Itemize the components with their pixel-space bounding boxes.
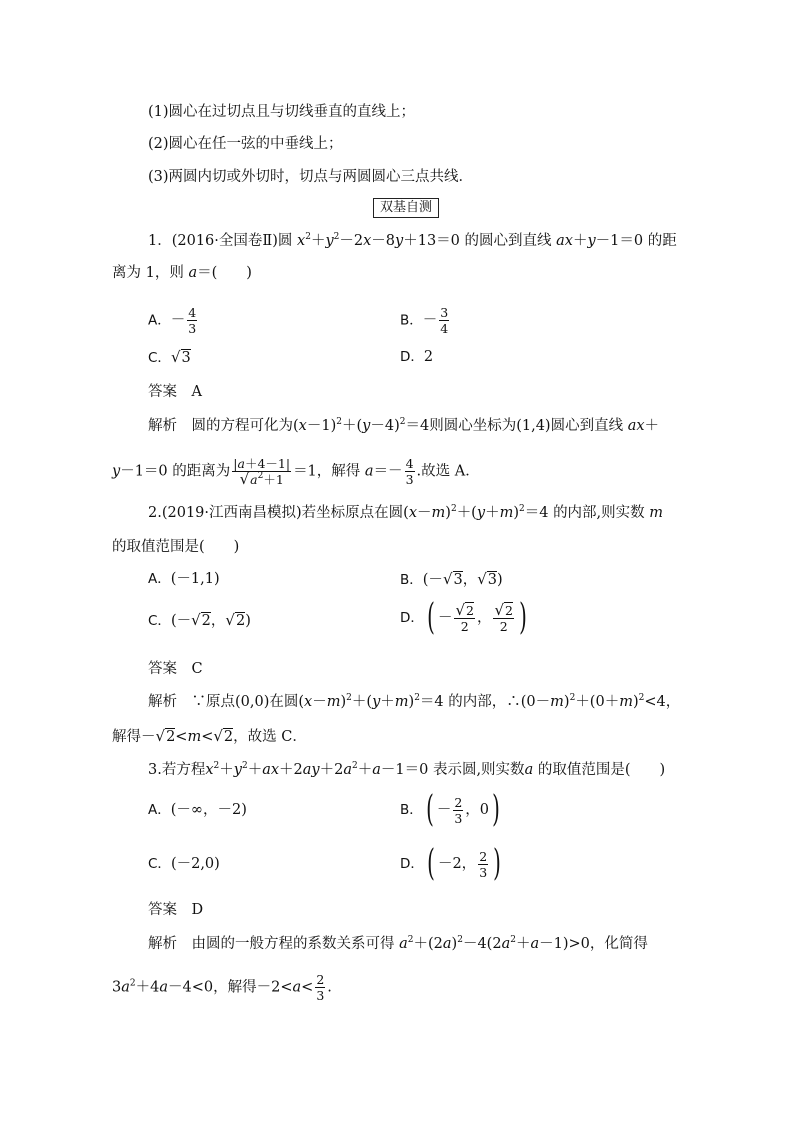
q1-analysis: 解析 圆的方程可化为$(x-1)^2+(y-4)^2=4$则圆心坐标为(1,4)圆心到直线 ax＋ — [148, 417, 660, 434]
q1-analysis-line2: y－1＝0 的距离为 $\frac{|a+4-1|}{√a^2+1}$ ＝1，解得 a＝－ $\frac{4}{3}$ .故选 A． — [112, 456, 480, 488]
q3-option-b: B．( － $\frac{2}{3}$ ，0) — [400, 789, 500, 830]
note-1: (1)圆心在过切点且与切线垂直的直线上； — [148, 104, 416, 120]
q2-answer: 答案 C — [148, 661, 203, 677]
q3-stem: 3.若方程$x^2+y^2+ax+2ay+2a^2+a-1=0$ 表示圆,则实数a 的取值范围是( ) — [148, 761, 666, 778]
note-3: (3)两圆内切或外切时，切点与两圆圆心三点共线． — [148, 169, 474, 185]
q2-option-c: C．(－√2，√2) — [148, 611, 251, 629]
q3-option-c: C．(－2,0) — [148, 856, 220, 872]
q2-analysis-line2: 解得－√2<m<√2，故选 C． — [112, 727, 307, 745]
q2-stem: 2.(2019·江西南昌模拟)若坐标原点在圆$(x-m)^2+(y+m)^2=4$ 的内部,则实数 m — [148, 504, 664, 521]
q2-analysis: 解析 ∵原点(0,0)在圆$(x-m)^2+(y+m)^2=4$ 的内部，$\therefore(0-m)^2+(0+m)^2<4$， — [148, 693, 681, 710]
q3-option-a: A．(－∞，－2) — [148, 802, 247, 818]
section-label: 双基自测 — [373, 198, 439, 218]
q3-answer: 答案 D — [148, 902, 204, 918]
q1-option-a: A．－ $\frac{4}{3}$ — [148, 305, 197, 336]
q2-option-b: B．(－√3，√3) — [400, 570, 503, 588]
q3-analysis: 解析 由圆的一般方程的系数关系可得 $a^2+(2a)^2-4(2a^2+a-1)>0$，化简得 — [148, 935, 648, 952]
q1-option-d: D．2 — [400, 349, 434, 365]
note-2: (2)圆心在任一弦的中垂线上； — [148, 136, 343, 152]
q3-option-d: D．( －2， $\frac{2}{3}$ ) — [400, 843, 502, 884]
q2-option-a: A．(－1,1) — [148, 571, 220, 587]
q1-stem: 1．(2016·全国卷Ⅱ)圆 $x^2+y^2-2x-8y+13=0$ 的圆心到直线 ax＋y－1＝0 的距 — [148, 232, 677, 249]
q3-analysis-line2: $3a^2+4a-4<0$，解得－2<a< $\frac{2}{3}$ . — [112, 972, 332, 1003]
q2-stem-line2: 的取值范围是( ) — [112, 539, 240, 555]
q1-option-c: C．√3 — [148, 348, 191, 366]
q2-option-d: D．( － $\frac{√2}{2}$ ， $\frac{√2}{2}$ ) — [400, 597, 527, 638]
q1-option-b: B．－ $\frac{3}{4}$ — [400, 305, 449, 336]
q1-stem-line2: 离为 1，则 a＝( ) — [112, 265, 252, 281]
q1-answer: 答案 A — [148, 384, 202, 400]
